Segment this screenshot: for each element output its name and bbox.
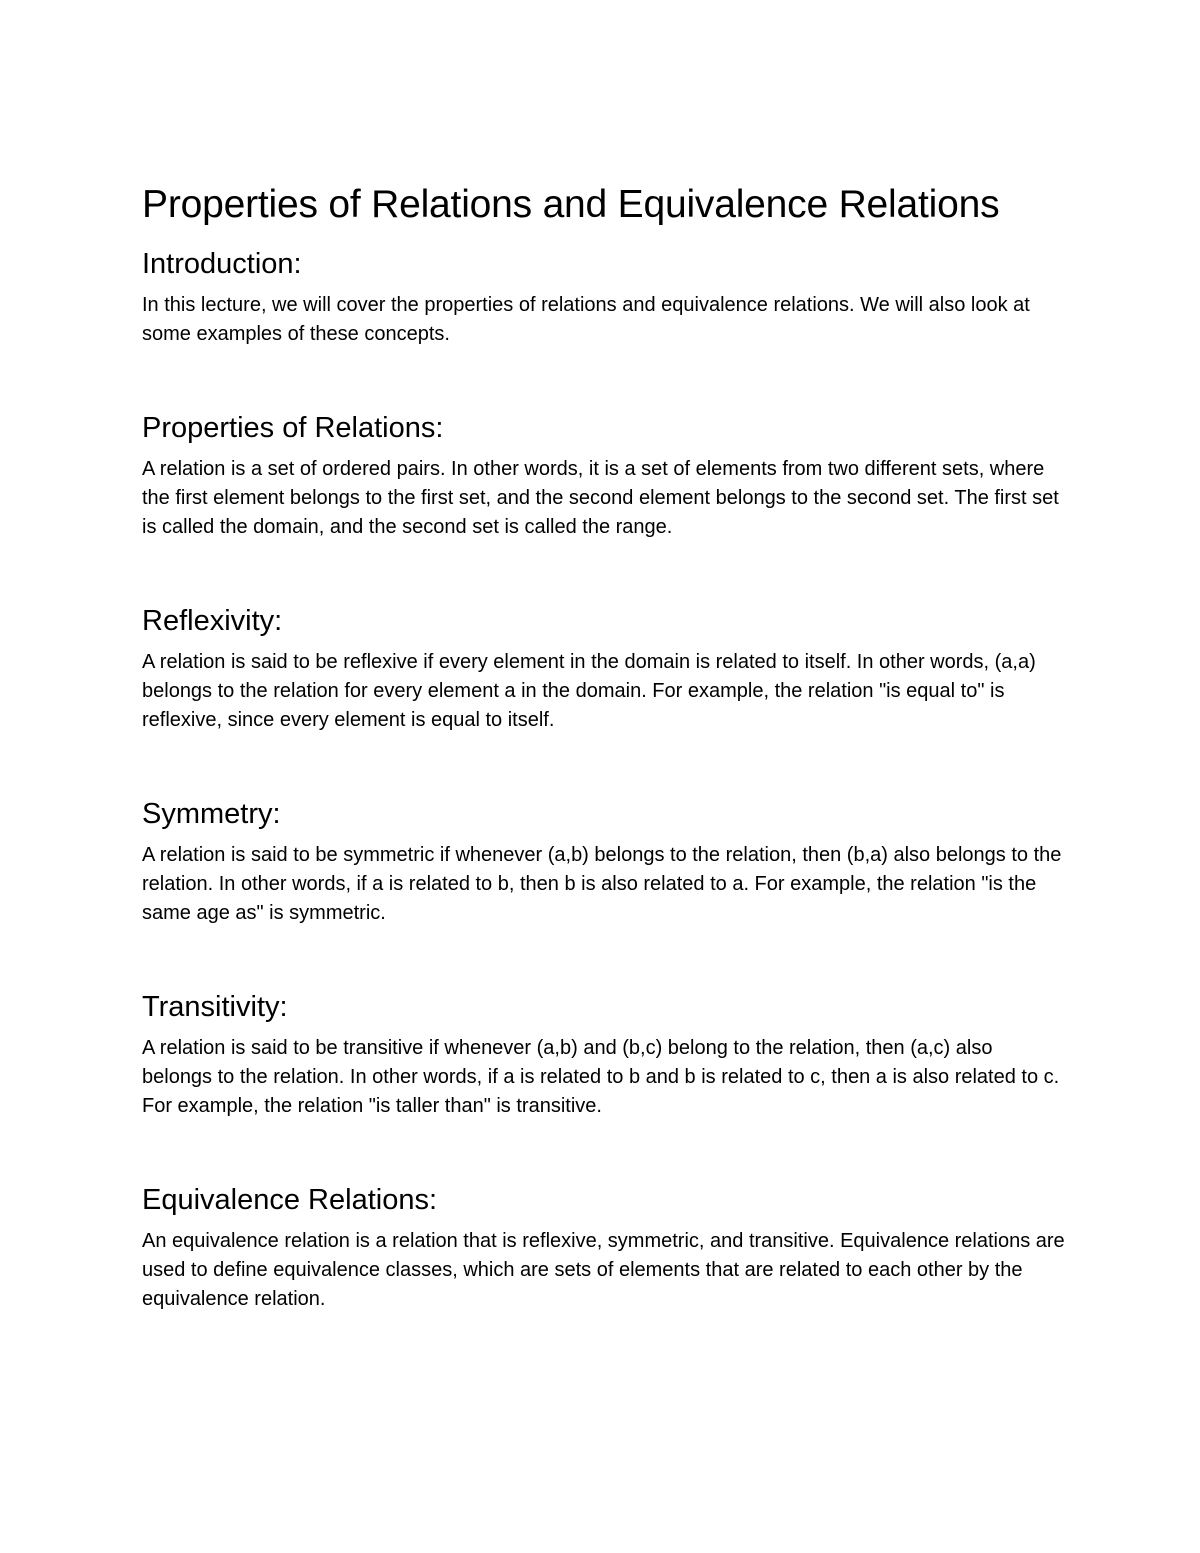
section-introduction (142, 246, 1067, 349)
section-transitivity (142, 989, 1067, 1121)
section-body-transitivity: A relation is said to be transitive if whenever (a,b) and (b,c) belong to the relation, then (a,c) also belongs to the relation. In other words, if a is related to b and b is related to c, then a is also related to c. For example, the relation "is taller than" is transitive. (142, 1037, 1060, 1117)
page-title: Properties of Relations and Equivalence Relations (142, 183, 1000, 226)
section-properties-of-relations (142, 410, 1067, 542)
section-body-introduction: In this lecture, we will cover the properties of relations and equivalence relations. We will also look at some examples of these concepts. (142, 294, 1030, 345)
section-body-properties-of-relations: A relation is a set of ordered pairs. In other words, it is a set of elements from two different sets, where the first element belongs to the first set, and the second element belongs to the second set. The first set is called the domain, and the second set is called the range. (142, 458, 1059, 538)
section-reflexivity (142, 603, 1067, 735)
section-body-symmetry: A relation is said to be symmetric if whenever (a,b) belongs to the relation, then (b,a) also belongs to the relation. In other words, if a is related to b, then b is also related to a. For example, the relation "is the same age as" is symmetric. (142, 844, 1062, 924)
section-equivalence-relations (142, 1182, 1067, 1314)
section-symmetry (142, 796, 1067, 928)
section-heading-properties-of-relations: Properties of Relations: (142, 412, 444, 444)
section-heading-equivalence-relations: Equivalence Relations: (142, 1184, 438, 1216)
section-heading-transitivity: Transitivity: (142, 991, 288, 1023)
section-heading-symmetry: Symmetry: (142, 798, 281, 830)
section-heading-introduction: Introduction: (142, 248, 302, 280)
section-body-equivalence-relations: An equivalence relation is a relation that is reflexive, symmetric, and transitive. Equivalence relations are used to define equivalence classes, which are sets of elements that are related to each other by the equivalence relation. (142, 1230, 1065, 1310)
section-body-reflexivity: A relation is said to be reflexive if every element in the domain is related to itself. In other words, (a,a) belongs to the relation for every element a in the domain. For example, the relation "is equal to" is reflexive, since every element is equal to itself. (142, 651, 1036, 731)
section-heading-reflexivity: Reflexivity: (142, 605, 283, 637)
document-content (142, 181, 1067, 1314)
